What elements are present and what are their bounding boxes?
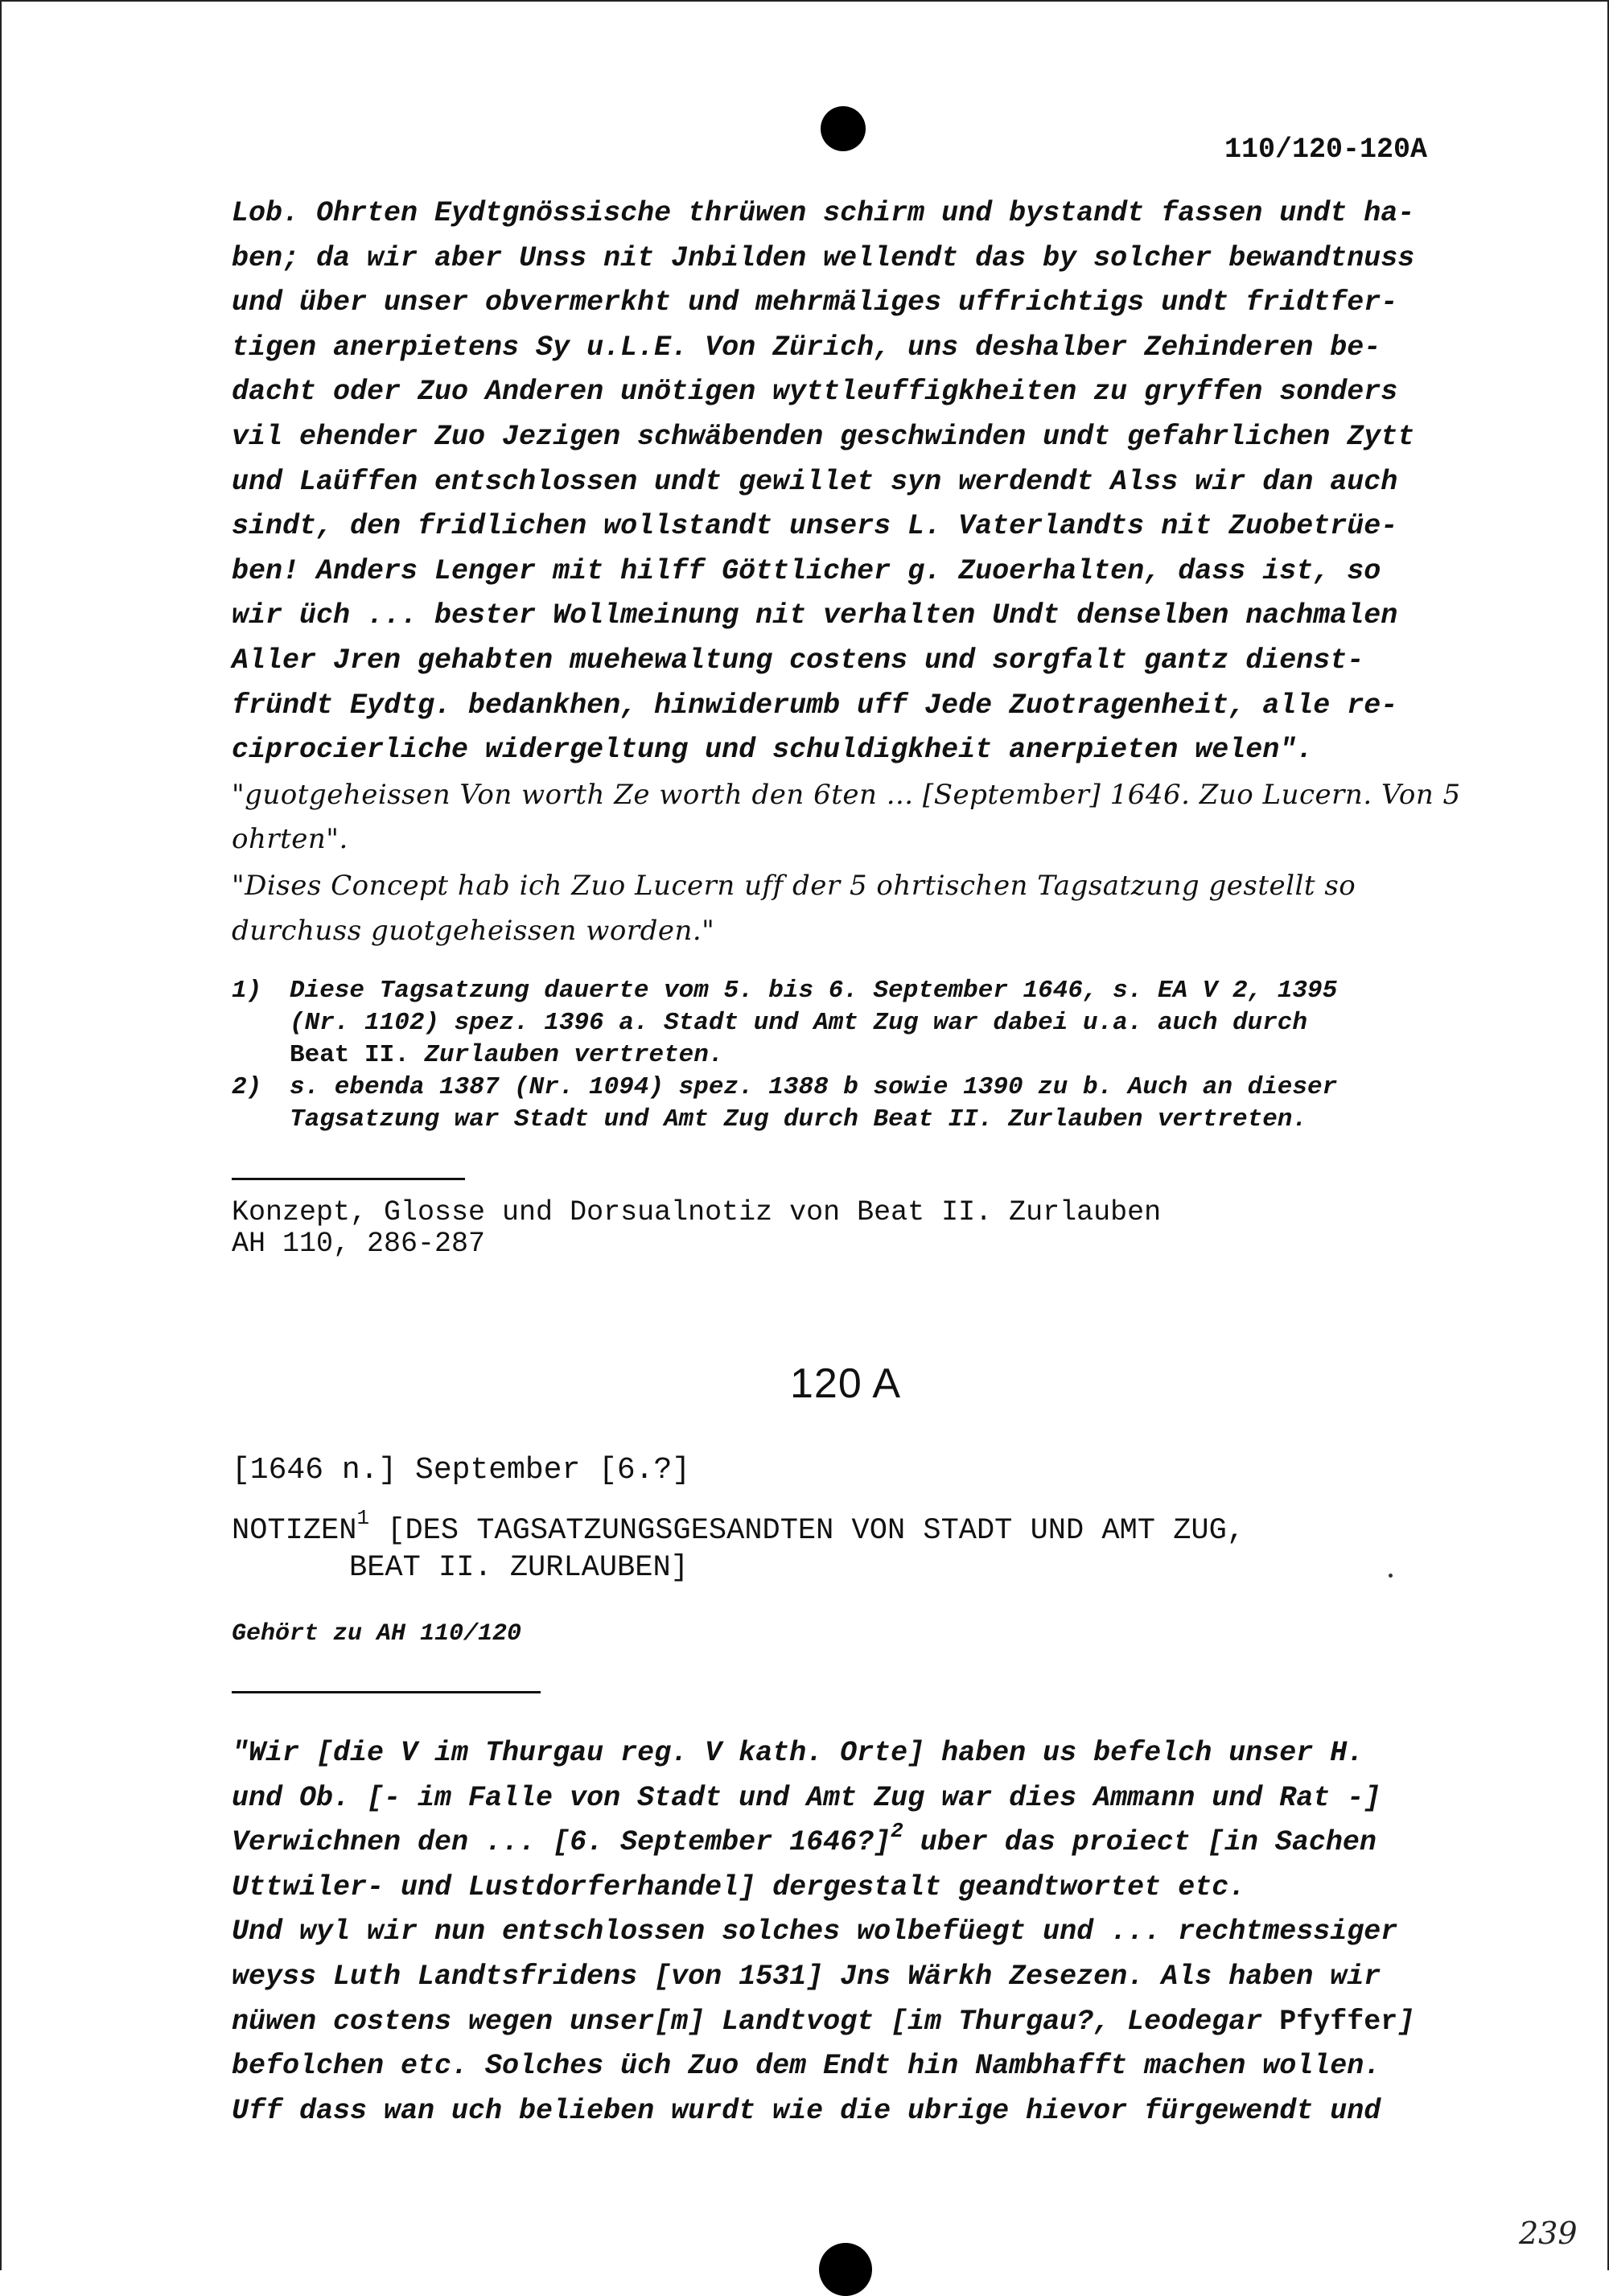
text-line: dacht oder Zuo Anderen unötigen wyttleuffigkheiten zu gryffen sonders [232, 376, 1398, 409]
title-line [232, 1506, 1245, 1549]
divider-rule [232, 1691, 541, 1693]
footnote-marker: 2 [891, 1819, 903, 1844]
footnote-line-rest: Zurlauben vertreten. [409, 1041, 724, 1069]
text-line: sindt, den fridlichen wollstandt unsers L. Vaterlandts nit Zuobetrüe- [232, 510, 1398, 543]
text-line: Uttwiler- und Lustdorferhandel] dergestalt geandtwortet etc. [232, 1870, 1246, 1903]
document-date: [1646 n.] September [6.?] [232, 1453, 691, 1487]
text-segment: uber das proiect [in Sachen [903, 1826, 1376, 1859]
title-line: BEAT II. ZURLAUBEN] [349, 1551, 689, 1585]
text-line: Aller Jren gehabten muehewaltung costens und sorgfalt gantz dienst- [232, 644, 1364, 677]
stray-mark [1389, 1574, 1393, 1578]
text-line: ben; da wir aber Unss nit Jnbilden wellendt das by solcher bewandtnuss [232, 241, 1415, 274]
text-line: ben! Anders Lenger mit hilff Göttlicher g. Zuoerhalten, dass ist, so [232, 554, 1381, 587]
document-title [232, 1506, 1245, 1586]
footnote-2 [232, 1072, 1487, 1136]
gloss-line: ohrten". [232, 823, 348, 856]
notes-text [232, 1731, 1479, 2133]
footnote-line: (Nr. 1102) spez. 1396 a. Stadt und Amt Zug war dabei u.a. auch durch [290, 1009, 1308, 1037]
text-line: Und wyl wir nun entschlossen solches wolbefüegt und ... rechtmessiger [232, 1915, 1398, 1948]
text-line: weyss Luth Landtsfridens [von 1531] Jns Wärkh Zesezen. Als haben wir [232, 1960, 1381, 1993]
source-line: Konzept, Glosse und Dorsualnotiz von Beat II. Zurlauben [232, 1196, 1162, 1228]
text-line: befolchen etc. Solches üch Zuo dem Endt hin Nambhafft machen wollen. [232, 2050, 1381, 2083]
punch-hole-bottom [819, 2243, 872, 2296]
text-line: Lob. Ohrten Eydtgnössische thrüwen schirm und bystandt fassen undt ha- [232, 197, 1415, 229]
source-line: AH 110, 286-287 [232, 1228, 486, 1260]
footnote-1 [232, 975, 1487, 1072]
text-line: "Wir [die V im Thurgau reg. V kath. Orte] haben us befelch unser H. [232, 1737, 1364, 1769]
dorsal-note-line: durchuss guotgeheissen worden." [232, 914, 715, 947]
main-text [232, 191, 1479, 953]
punch-hole-top [821, 106, 866, 151]
footnote-line: Diese Tagsatzung dauerte vom 5. bis 6. September 1646, s. EA V 2, 1395 [290, 977, 1338, 1005]
text-line: und Ob. [- im Falle von Stadt und Amt Zug war dies Ammann und Rat -] [232, 1781, 1381, 1814]
text-line: vil ehender Zuo Jezigen schwäbenden geschwinden undt gefahrlichen Zytt [232, 420, 1415, 453]
text-line: und Laüffen entschlossen undt gewillet syn werdendt Alss wir dan auch [232, 465, 1398, 498]
text-line: tigen anerpietens Sy u.L.E. Von Zürich, uns deshalber Zehinderen be- [232, 331, 1381, 364]
footnote-line: s. ebenda 1387 (Nr. 1094) spez. 1388 b sowie 1390 zu b. Auch an dieser [290, 1073, 1338, 1101]
gloss-line: "guotgeheissen Von worth Ze worth den 6ten ... [September] 1646. Zuo Lucern. Von 5 [232, 778, 1461, 811]
text-line: und über unser obvermerkht und mehrmäliges uffrichtigs undt fridtfer- [232, 286, 1398, 319]
footnote-number: 2) [232, 1073, 262, 1101]
text-line [232, 1821, 1479, 1866]
footnote-bold-name: Beat II. [290, 1041, 409, 1069]
belongs-to-note: Gehört zu AH 110/120 [232, 1620, 522, 1648]
text-line: fründt Eydtg. bedankhen, hinwiderumb uff Jede Zuotragenheit, alle re- [232, 689, 1398, 722]
title-main: NOTIZEN [232, 1514, 357, 1548]
text-line: wir üch ... bester Wollmeinung nit verhalten Undt denselben nachmalen [232, 599, 1398, 632]
text-segment: ] [1397, 2005, 1415, 2038]
text-segment: nüwen costens wegen unser[m] Landtvogt [im Thurgau?, Leodegar [232, 2005, 1280, 2038]
divider-rule [232, 1178, 465, 1180]
document-reference: 110/120-120A [1224, 134, 1428, 166]
handwritten-page-number: 239 [1519, 2216, 1578, 2251]
text-segment: Verwichnen den ... [6. September 1646?] [232, 1826, 891, 1859]
footnote-number: 1) [232, 977, 262, 1005]
footnote-line [290, 1039, 1487, 1072]
bold-name: Pfyffer [1279, 2005, 1398, 2038]
title-rest: [DES TAGSATZUNGSGESANDTEN VON STADT UND AMT ZUG, [369, 1514, 1245, 1548]
text-line: ciprocierliche widergeltung und schuldigkheit anerpieten welen". [232, 734, 1314, 767]
source-reference [232, 1197, 1161, 1260]
document-number: 120 A [790, 1360, 902, 1407]
footnotes [232, 975, 1487, 1136]
text-line [232, 2000, 1479, 2045]
footnote-line: Tagsatzung war Stadt und Amt Zug durch Beat II. Zurlauben vertreten. [290, 1105, 1308, 1134]
text-line: Uff dass wan uch belieben wurdt wie die ubrige hievor fürgewendt und [232, 2094, 1381, 2127]
dorsal-note-line: "Dises Concept hab ich Zuo Lucern uff der 5 ohrtischen Tagsatzung gestellt so [232, 869, 1356, 902]
footnote-marker: 1 [356, 1506, 370, 1530]
